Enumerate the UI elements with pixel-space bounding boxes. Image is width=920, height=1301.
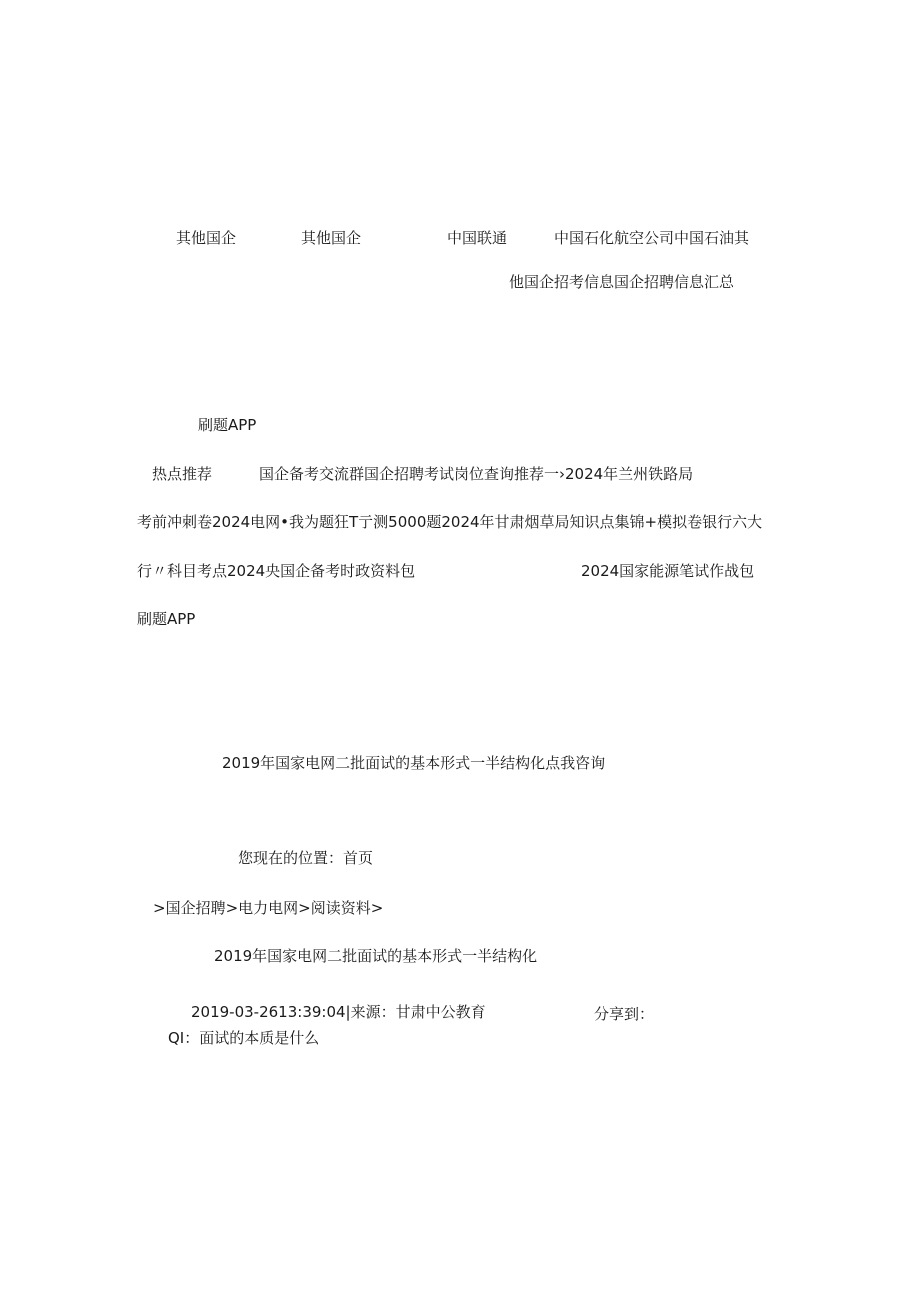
nav-link-china-unicom[interactable]: 中国联通 <box>447 229 508 247</box>
practice-app-link-2[interactable]: 刷题APP <box>137 610 196 628</box>
article-title: 2019年国家电网二批面试的基本形式一半结构化 <box>214 947 538 965</box>
breadcrumb[interactable]: >国企招聘>电力电网>阅读资料> <box>153 899 384 917</box>
hot-recommend-label: 热点推荐 <box>152 465 213 483</box>
hot-recommend-line-3[interactable]: 行〃科目考点2024央国企备考时政资料包 <box>137 562 416 580</box>
nav-link-other-soe-2[interactable]: 其他国企 <box>301 229 362 247</box>
breadcrumb-location: 您现在的位置：首页 <box>238 849 374 867</box>
headline-consult-link[interactable]: 2019年国家电网二批面试的基本形式一半结构化点我咨询 <box>222 754 606 772</box>
practice-app-link[interactable]: 刷题APP <box>198 416 257 434</box>
share-label[interactable]: 分享到： <box>594 1005 655 1023</box>
question-1: QI：面试的本质是什么 <box>168 1029 320 1047</box>
nav-link-sinopec-aviation[interactable]: 中国石化航空公司中国石油其 <box>554 229 750 247</box>
hot-recommend-line-2[interactable]: 考前冲刺卷2024电网•我为题狂T亍测5000题2024年甘肃烟草局知识点集锦+模拟卷银行六大 <box>137 513 763 531</box>
nav-link-other-soe-1[interactable]: 其他国企 <box>176 229 237 247</box>
nav-link-soe-recruitment-summary[interactable]: 他国企招考信息国企招聘信息汇总 <box>509 273 735 291</box>
energy-exam-pack-link[interactable]: 2024国家能源笔试作战包 <box>581 562 755 580</box>
article-meta: 2019-03-2613:39:04|来源：甘肃中公教育 <box>191 1003 486 1021</box>
hot-recommend-line-1[interactable]: 国企备考交流群国企招聘考试岗位查询推荐一›2024年兰州铁路局 <box>259 465 694 483</box>
